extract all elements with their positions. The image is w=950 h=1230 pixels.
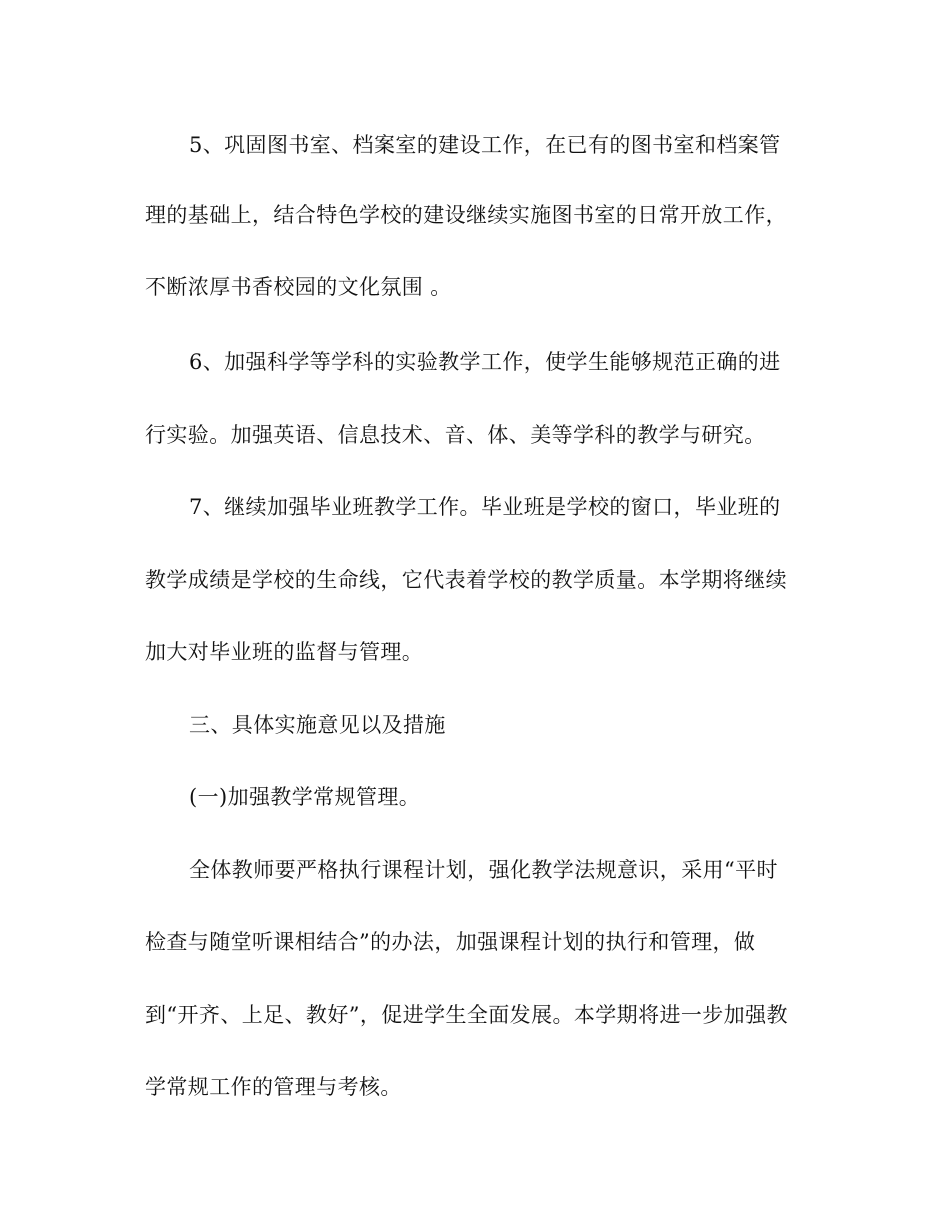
- paragraph-7-line-2: 教学成绩是学校的生命线，它代表着学校的教学质量。本学期将继续: [145, 568, 787, 592]
- paragraph-routine-line-3: 到“开齐、上足、教好”，促进学生全面发展。本学期将进一步加强教: [145, 1003, 788, 1027]
- paragraph-routine-line-2: 检查与随堂听课相结合”的办法，加强课程计划的执行和管理，做: [145, 930, 756, 954]
- paragraph-6-line-2: 行实验。加强英语、信息技术、音、体、美等学科的教学与研究。: [145, 423, 766, 447]
- section-heading: 三、具体实施意见以及措施: [189, 713, 446, 737]
- subsection-heading: (一)加强教学常规管理。: [189, 785, 421, 809]
- paragraph-5-line-3: 不断浓厚书香校园的文化氛围 。: [145, 275, 452, 299]
- paragraph-5-line-2: 理的基础上，结合特色学校的建设继续实施图书室的日常开放工作，: [145, 203, 787, 227]
- paragraph-7-line-1: 7、继续加强毕业班教学工作。毕业班是学校的窗口，毕业班的: [189, 495, 781, 519]
- paragraph-6-line-1: 6、加强科学等学科的实验教学工作，使学生能够规范正确的进: [189, 350, 781, 374]
- paragraph-7-line-3: 加大对毕业班的监督与管理。: [145, 640, 424, 664]
- paragraph-5-line-1: 5、巩固图书室、档案室的建设工作，在已有的图书室和档案管: [189, 133, 781, 157]
- paragraph-routine-line-1: 全体教师要严格执行课程计划，强化教学法规意识，采用“平时: [189, 858, 778, 882]
- paragraph-routine-line-4: 学常规工作的管理与考核。: [145, 1075, 402, 1099]
